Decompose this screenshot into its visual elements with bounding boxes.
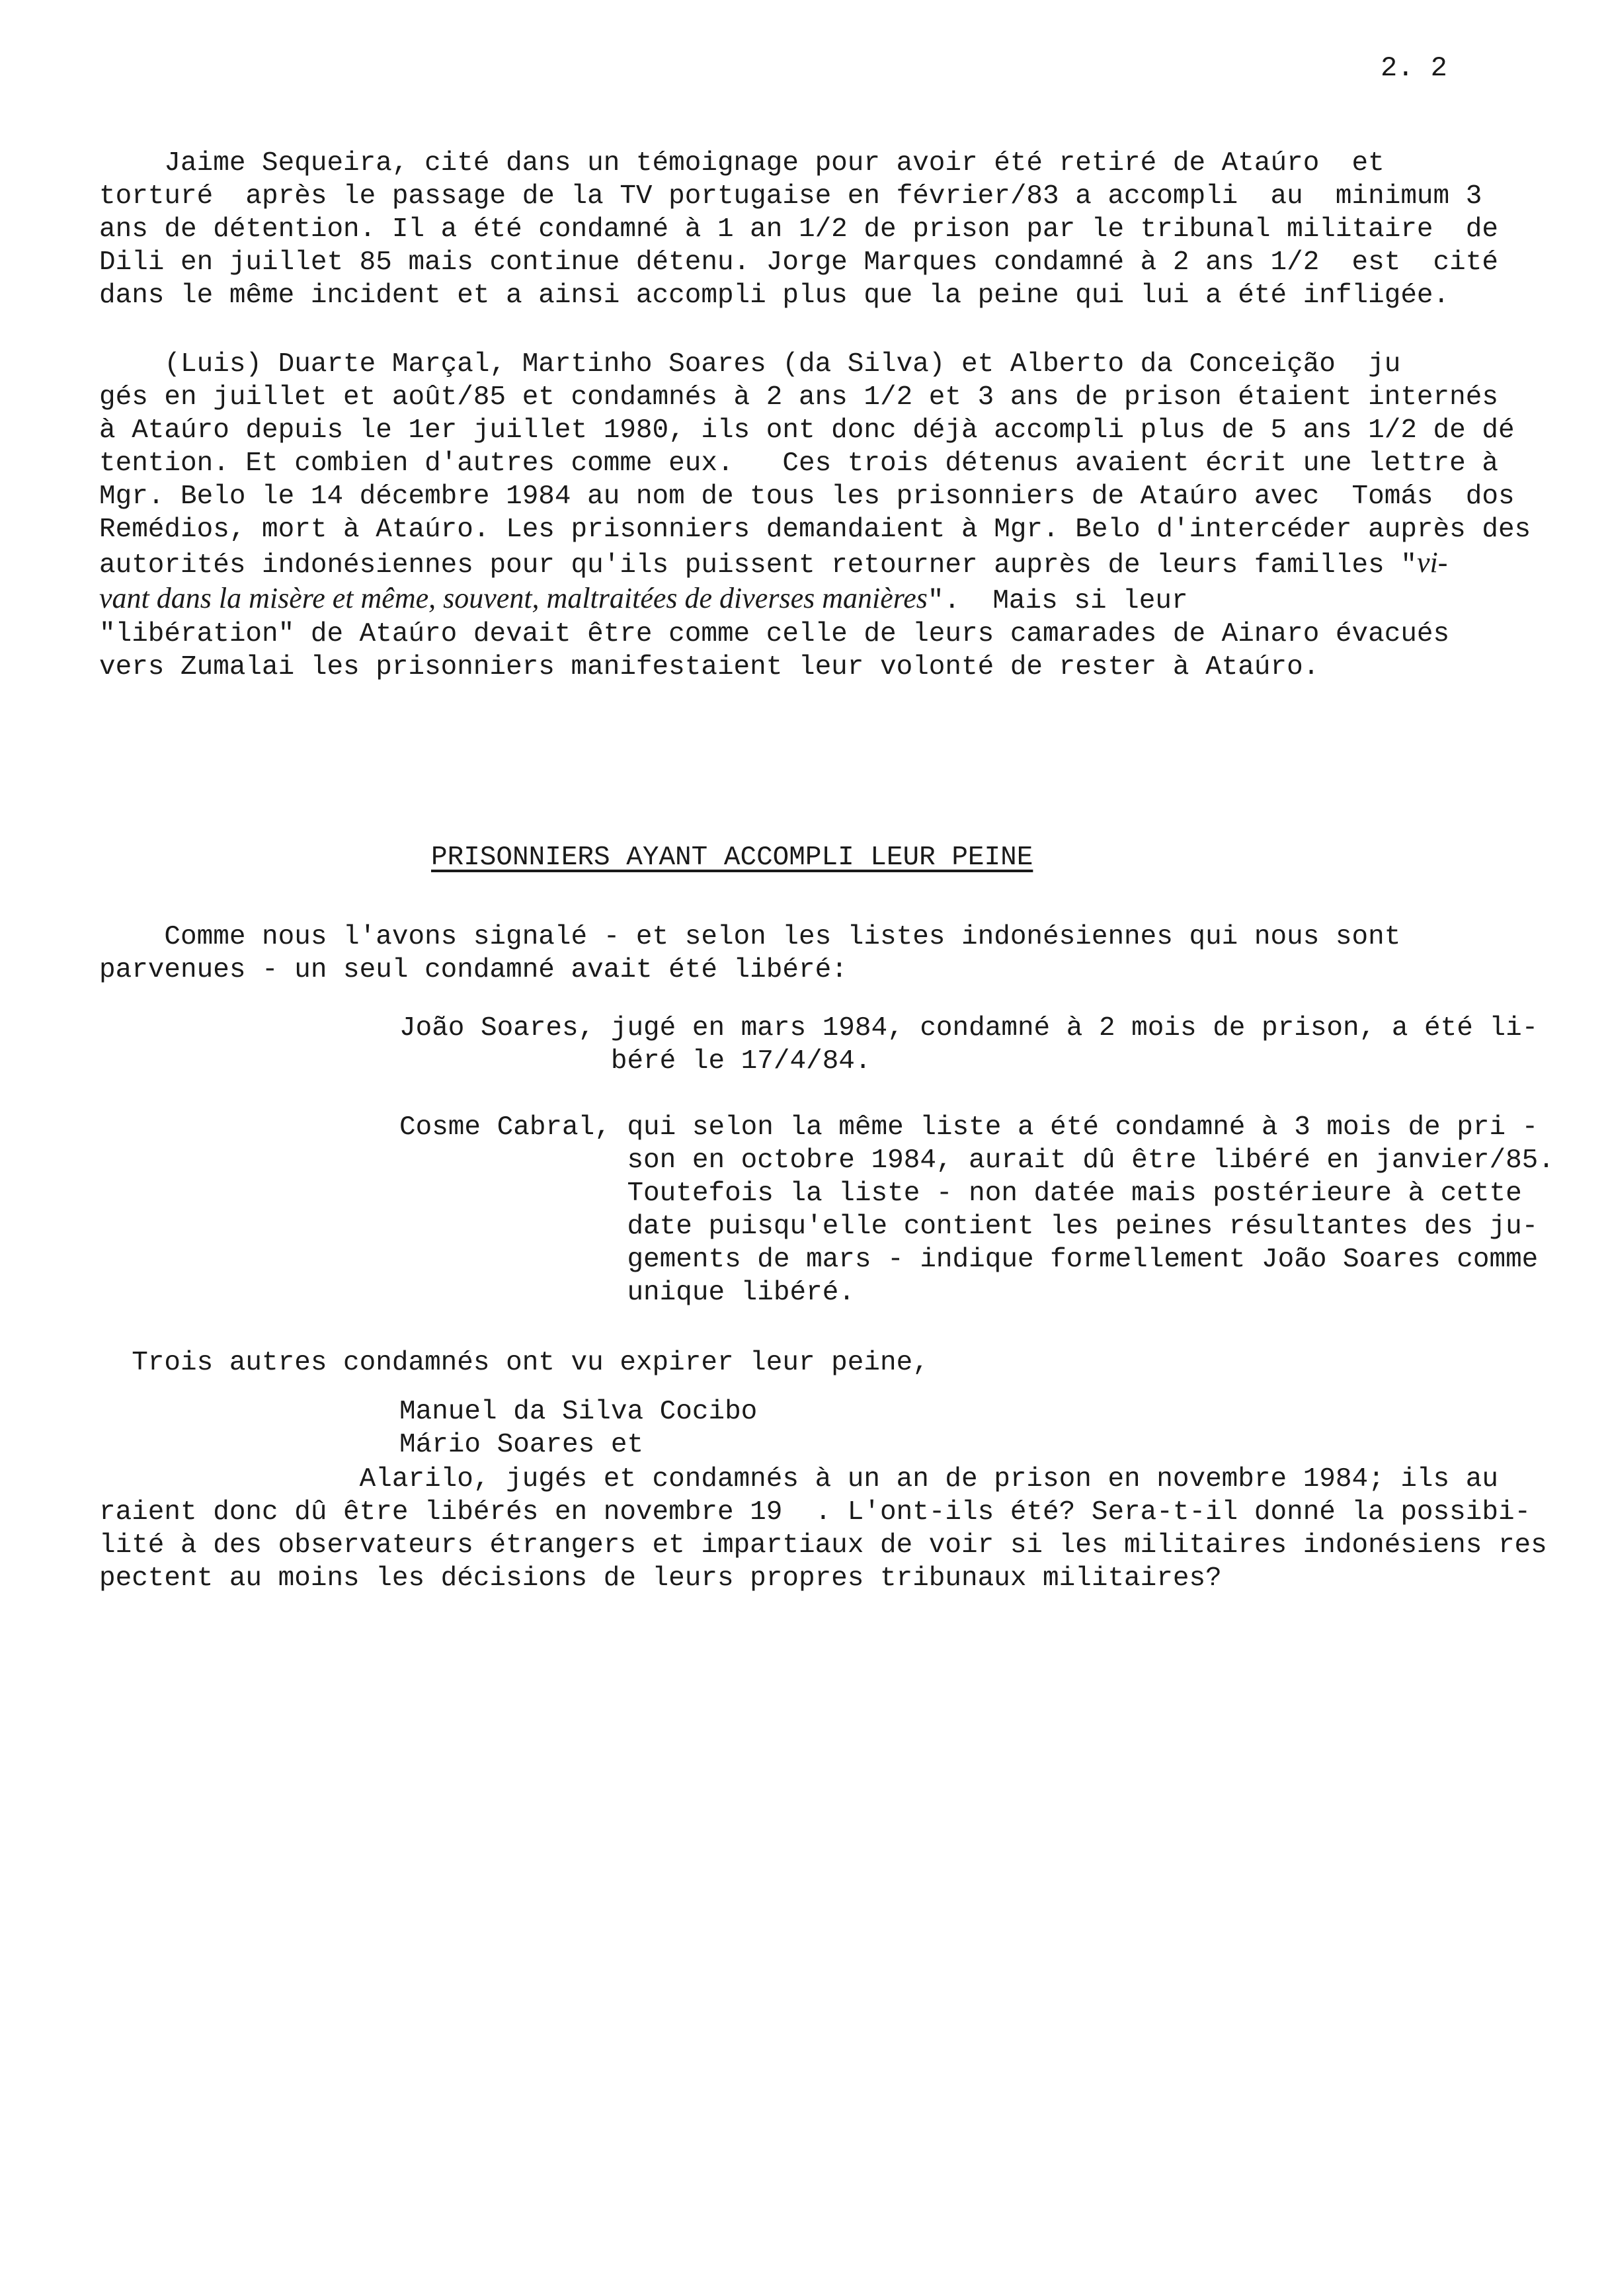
text-line: Dili en juillet 85 mais continue détenu. Jorge Marques condamné à 2 ans 1/2 est cité xyxy=(99,247,1498,278)
list-item: Manuel da Silva Cocibo xyxy=(399,1397,758,1427)
text-line: gements de mars - indique formellement João Soares comme xyxy=(399,1245,1539,1275)
text-line: Jaime Sequeira, cité dans un témoignage pour avoir été retiré de Ataúro et xyxy=(99,148,1385,179)
text-line: son en octobre 1984, aurait dû être libéré en janvier/85. xyxy=(399,1145,1554,1176)
text-line: dans le même incident et a ainsi accompli plus que la peine qui lui a été infligée. xyxy=(99,280,1450,311)
paragraph-duarte-marcal xyxy=(99,348,1531,684)
text-fragment: ". Mais si leur xyxy=(927,586,1188,616)
text-line: Comme nous l'avons signalé - et selon les listes indonésiennes qui nous sont xyxy=(99,922,1401,952)
text-line: lité à des observateurs étrangers et impartiaux de voir si les militaires indonésiens res xyxy=(99,1530,1547,1561)
text-line: torturé après le passage de la TV portugaise en février/83 a accompli au minimum 3 xyxy=(99,181,1482,212)
text-line: parvenues - un seul condamné avait été libéré: xyxy=(99,955,848,985)
text-line: raient donc dû être libérés en novembre 19 . L'ont-ils été? Sera-t-il donné la possibi- xyxy=(99,1497,1531,1528)
text-line: Trois autres condamnés ont vu expirer leur peine, xyxy=(99,1348,929,1378)
text-line: (Luis) Duarte Marçal, Martinho Soares (da Silva) et Alberto da Conceição ju xyxy=(99,349,1401,380)
text-line: ans de détention. Il a été condamné à 1 an 1/2 de prison par le tribunal militaire de xyxy=(99,214,1498,245)
text-line: vers Zumalai les prisonniers manifestaient leur volonté de rester à Ataúro. xyxy=(99,652,1320,682)
text-line: "libération" de Ataúro devait être comme celle de leurs camarades de Ainaro évacués xyxy=(99,619,1450,649)
entry-joao-soares xyxy=(399,1012,1538,1078)
text-line: Mgr. Belo le 14 décembre 1984 au nom de tous les prisonniers de Ataúro avec Tomás dos xyxy=(99,481,1515,512)
text-line xyxy=(99,582,1527,618)
paragraph-jaime-sequeira xyxy=(99,147,1527,312)
text-line: Alarilo, jugés et condamnés à un an de prison en novembre 1984; ils au xyxy=(99,1464,1498,1495)
text-line: pectent au moins les décisions de leurs propres tribunaux militaires? xyxy=(99,1563,1222,1594)
text-line: gés en juillet et août/85 et condamnés à 2 ans 1/2 et 3 ans de prison étaient internés xyxy=(99,382,1498,413)
entry-cosme-cabral xyxy=(399,1111,1554,1309)
text-line xyxy=(99,546,1527,582)
text-line: date puisqu'elle contient les peines résultantes des ju- xyxy=(399,1211,1539,1242)
text-line: béré le 17/4/84. xyxy=(399,1046,871,1077)
paragraph-intro-liberes xyxy=(99,921,1527,987)
text-line: tention. Et combien d'autres comme eux. Ces trois détenus avaient écrit une lettre à xyxy=(99,448,1498,479)
text-line: Cosme Cabral, qui selon la même liste a été condamné à 3 mois de pri - xyxy=(399,1112,1539,1143)
text-line: Toutefois la liste - non datée mais postérieure à cette xyxy=(399,1178,1522,1209)
text-fragment: autorités indonésiennes pour qu'ils puissent retourner auprès de leurs familles " xyxy=(99,550,1417,581)
paragraph-alarilo xyxy=(99,1463,1547,1595)
section-heading: PRISONNIERS AYANT ACCOMPLI LEUR PEINE xyxy=(431,842,1033,873)
paragraph-trois-autres xyxy=(99,1346,1527,1379)
text-line: à Ataúro depuis le 1er juillet 1980, ils ont donc déjà accompli plus de 5 ans 1/2 de dé xyxy=(99,415,1515,446)
text-line: unique libéré. xyxy=(399,1278,855,1308)
page-number: 2. 2 xyxy=(1381,52,1447,84)
quoted-italic-text: vant dans la misère et même, souvent, maltraitées de diverses manières xyxy=(99,582,928,614)
text-line: João Soares, jugé en mars 1984, condamné à 2 mois de prison, a été li- xyxy=(399,1013,1539,1044)
names-list xyxy=(399,1395,757,1461)
list-item: Mário Soares et xyxy=(399,1430,644,1460)
quoted-italic-start: vi- xyxy=(1416,546,1448,579)
text-line: Remédios, mort à Ataúro. Les prisonniers demandaient à Mgr. Belo d'intercéder auprès des xyxy=(99,514,1531,545)
